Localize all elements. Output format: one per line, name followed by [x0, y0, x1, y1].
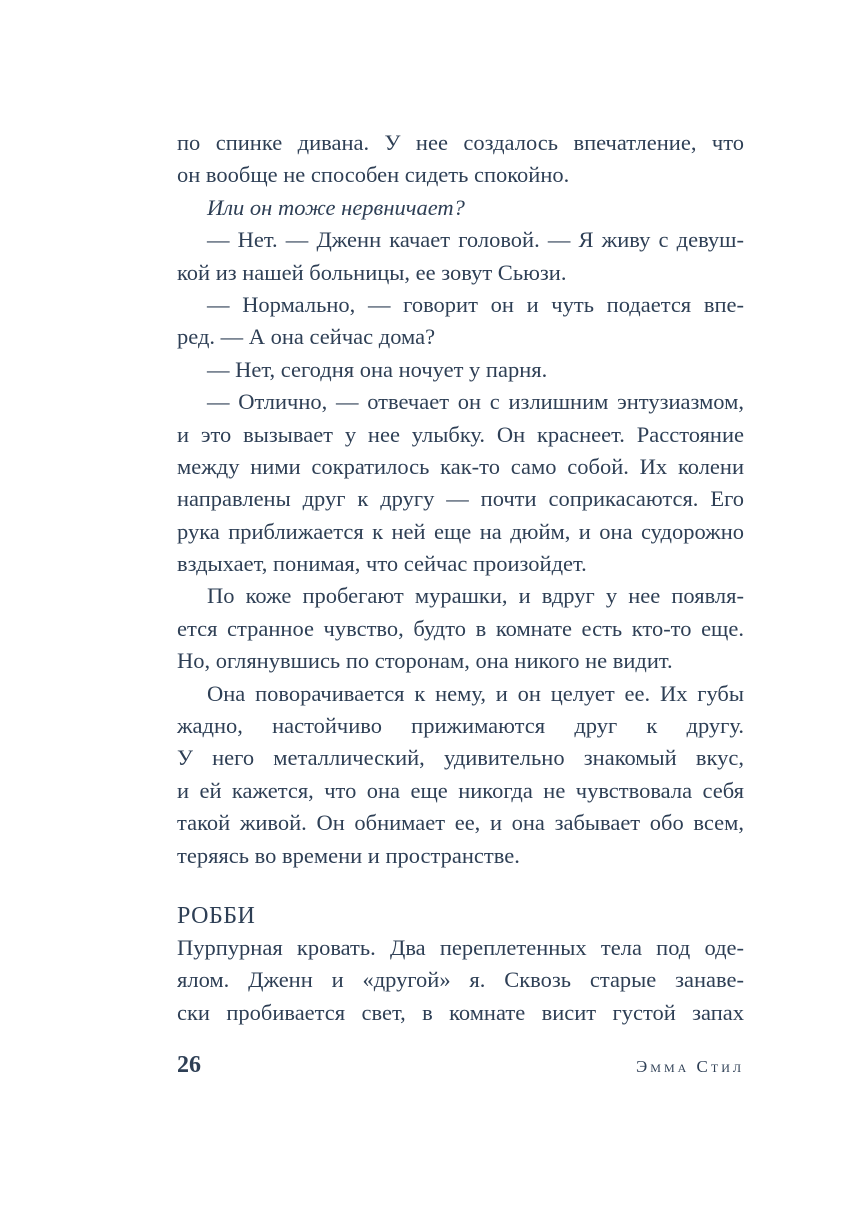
- text-line: жадно, настойчиво прижимаются друг к другу.: [177, 713, 744, 739]
- text-line: У него металлический, удивительно знакомый вкус,: [177, 745, 744, 771]
- text-line: такой живой. Он обнимает ее, и она забывает обо всем,: [177, 810, 744, 836]
- running-footer-author: Эмма Стил: [636, 1057, 744, 1076]
- text-line: По коже пробегают мурашки, и вдруг у нее появля-: [207, 583, 744, 609]
- text-line: ред. — А она сейчас дома?: [177, 324, 436, 350]
- text-line: он вообще не способен сидеть спокойно.: [177, 162, 570, 188]
- text-line: ялом. Дженн и «другой» я. Сквозь старые занаве-: [177, 967, 744, 993]
- italic-thought: Или он тоже нервничает?: [207, 194, 465, 220]
- text-line: кой из нашей больницы, ее зовут Сьюзи.: [177, 259, 567, 285]
- text-line: Она поворачивается к нему, и он целует ее. Их губы: [207, 680, 744, 706]
- text-line: — Нет. — Дженн качает головой. — Я живу с девуш-: [207, 227, 744, 253]
- text-line: ется странное чувство, будто в комнате есть кто-то еще.: [177, 615, 744, 641]
- text-line: теряясь во времени и пространстве.: [177, 842, 520, 868]
- text-line: Пурпурная кровать. Два переплетенных тела под оде-: [177, 935, 744, 960]
- body-text: [177, 127, 744, 872]
- text-line: — Нет, сегодня она ночует у парня.: [207, 356, 548, 382]
- text-line: и ей кажется, что она еще никогда не чувствовала себя: [177, 777, 744, 803]
- text-line: между ними сократилось как-то само собой. Их колени: [177, 453, 744, 479]
- text-line: рука приближается к ней еще на дюйм, и она судорожно: [177, 518, 744, 544]
- section-heading: РОББИ: [177, 903, 256, 929]
- text-line: вздыхает, понимая, что сейчас произойдет.: [177, 551, 587, 577]
- text-line: и это вызывает у нее улыбку. Он краснеет. Расстояние: [177, 421, 744, 447]
- section-text: [177, 932, 744, 1029]
- page-number: 26: [177, 1052, 201, 1078]
- text-line: ски пробивается свет, в комнате висит густой запах: [177, 999, 744, 1025]
- text-line: — Нормально, — говорит он и чуть подается впе-: [207, 291, 744, 317]
- text-line: направлены друг к другу — почти соприкасаются. Его: [177, 486, 744, 512]
- text-line: Но, оглянувшись по сторонам, она никого не видит.: [177, 648, 673, 674]
- text-line: — Отлично, — отвечает он с излишним энтузиазмом,: [207, 389, 744, 415]
- text-line: по спинке дивана. У нее создалось впечатление, что: [177, 130, 744, 155]
